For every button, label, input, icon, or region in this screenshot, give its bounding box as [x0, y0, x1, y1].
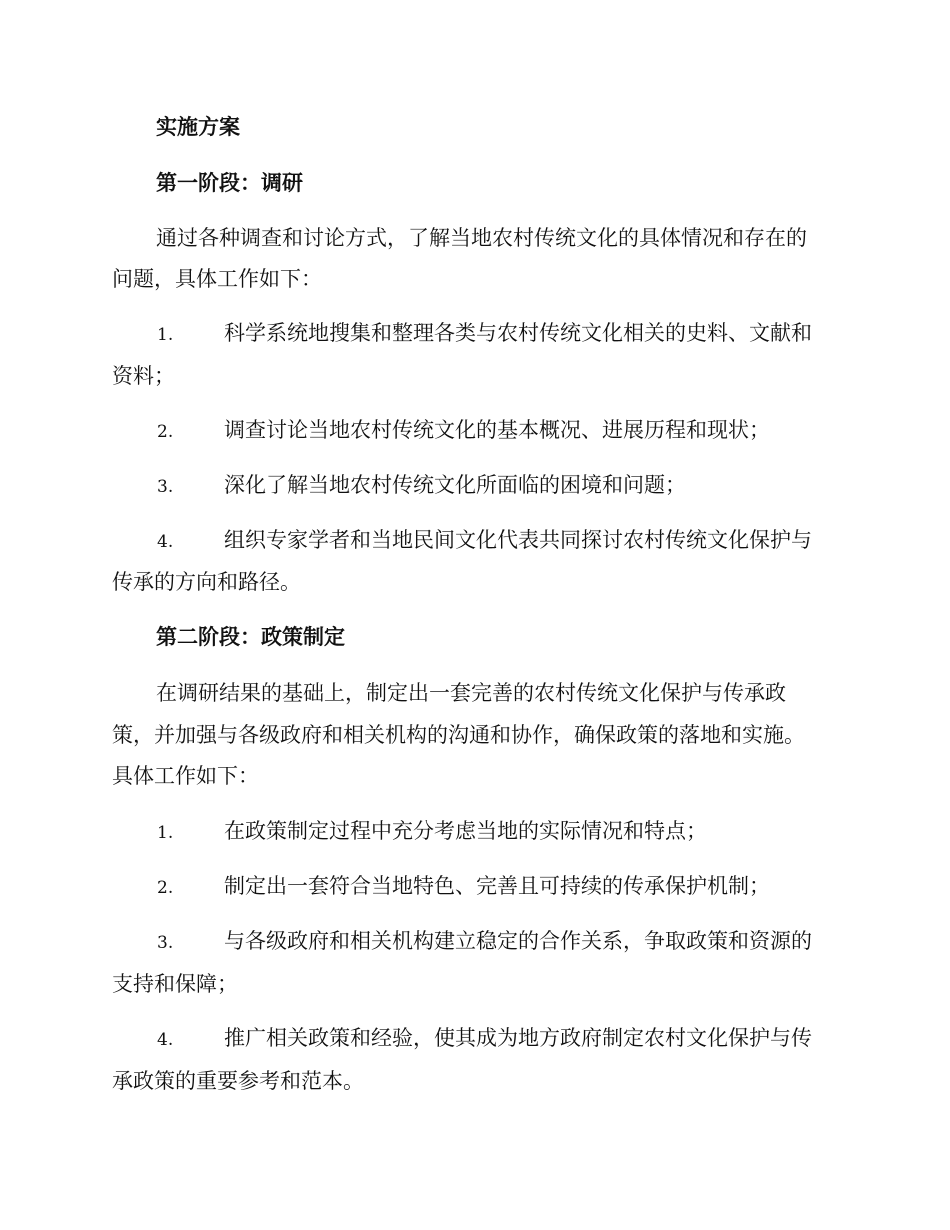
list-item-number: 4.	[157, 1030, 174, 1050]
phase2-heading: 第二阶段：政策制定	[156, 625, 345, 649]
list-item-text: 推广相关政策和经验，使其成为地方政府制定农村文化保护与传	[224, 1026, 812, 1050]
list-item-text: 组织专家学者和当地民间文化代表共同探讨农村传统文化保护与	[224, 528, 812, 552]
list-item-number: 1.	[157, 823, 174, 843]
list-item-text-continued: 承政策的重要参考和范本。	[112, 1069, 364, 1093]
list-item-text: 在政策制定过程中充分考虑当地的实际情况和特点；	[224, 819, 707, 843]
list-item-number: 1.	[157, 325, 174, 345]
list-item-text: 调查讨论当地农村传统文化的基本概况、进展历程和现状；	[224, 418, 770, 442]
list-item-number: 3.	[157, 933, 174, 953]
list-item-text: 深化了解当地农村传统文化所面临的困境和问题；	[224, 473, 686, 497]
phase2-intro-line: 具体工作如下：	[112, 764, 259, 788]
list-item-number: 2.	[157, 878, 174, 898]
phase1-heading: 第一阶段：调研	[156, 171, 303, 195]
phase1-intro-line: 问题，具体工作如下：	[112, 267, 322, 291]
list-item-number: 2.	[157, 422, 174, 442]
phase2-intro-line: 策，并加强与各级政府和相关机构的沟通和协作，确保政策的落地和实施。	[112, 723, 805, 747]
list-item-text-continued: 支持和保障；	[112, 972, 238, 996]
document-title: 实施方案	[156, 115, 240, 139]
list-item-text: 科学系统地搜集和整理各类与农村传统文化相关的史料、文献和	[224, 321, 812, 345]
list-item-number: 3.	[157, 477, 174, 497]
list-item-text-continued: 资料；	[112, 364, 175, 388]
phase2-intro-line: 在调研结果的基础上，制定出一套完善的农村传统文化保护与传承政	[156, 681, 786, 705]
list-item-text: 与各级政府和相关机构建立稳定的合作关系，争取政策和资源的	[224, 929, 812, 953]
phase1-intro-line: 通过各种调查和讨论方式，了解当地农村传统文化的具体情况和存在的	[156, 226, 807, 250]
list-item-text: 制定出一套符合当地特色、完善且可持续的传承保护机制；	[224, 874, 770, 898]
list-item-text-continued: 传承的方向和路径。	[112, 570, 301, 594]
list-item-number: 4.	[157, 532, 174, 552]
